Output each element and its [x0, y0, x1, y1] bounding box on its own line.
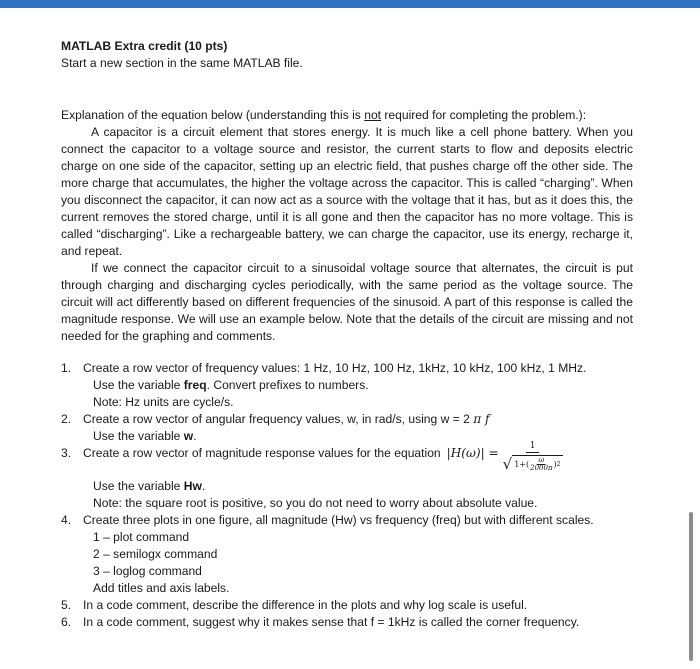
explanation-paragraph-2: If we connect the capacitor circuit to a sinusoidal voltage source that alternates, the circuit is put through charging and discharging cycles periodically, with the same period as the voltage source. The circuit will act differently based on different frequencies of the sinusoid. A part of this response is called the magnitude response. We will use an example below. Note that the details of the circuit are missing and not needed for the graphing and comments. [61, 261, 633, 343]
step-extra: Add titles and axis labels. [93, 581, 230, 595]
assignment-subtitle: Start a new section in the same MATLAB file. [61, 56, 303, 70]
explanation-paragraph-1: A capacitor is a circuit element that stores energy. It is much like a cell phone battery. When you connect the capacitor to a voltage source and resistor, the current starts to flow and deposits electric charge on one side of the capacitor, setting up an electric field, that pushes charge off the other side. The more charge that accumulates, the higher the voltage across the capacitor. This is called “charging”. When you disconnect the capacitor, it can now act as a source with the voltage that it has, but as it does this, the current removes the stored charge, until it is all gone and then the capacitor has no more voltage. This is called “discharging”. Like a rechargeable battery, we can charge the capacitor, use its energy, recharge it, and repeat. [61, 125, 633, 258]
underlined-word: not [364, 108, 382, 122]
step-3 [61, 441, 633, 512]
step-text: Create a row vector of magnitude response values for the equation |H(ω)| = 1 √ 1+( ω 2000π ) 2 [83, 441, 561, 473]
step-variable-line: Use the variable Hw. [93, 479, 206, 493]
step-number: 4. [61, 513, 72, 527]
assignment-title: MATLAB Extra credit (10 pts) [61, 39, 228, 53]
formula-2-pi-f: π f [473, 412, 490, 426]
step-4 [61, 512, 633, 597]
step-number: 5. [61, 598, 72, 612]
step-1 [61, 360, 633, 411]
step-5 [61, 597, 633, 614]
window-top-bar [0, 0, 700, 8]
step-2 [61, 411, 633, 445]
step-note: Note: the square root is positive, so you do not need to worry about absolute value. [93, 496, 538, 510]
step-list [61, 360, 633, 631]
variable-name: Hw [183, 479, 202, 493]
step-text: Create a row vector of angular frequency values, w, in rad/s, using w = 2 π f [83, 412, 490, 426]
step-variable-line: Use the variable w. [93, 429, 197, 443]
step-number: 6. [61, 615, 72, 629]
plot-item: 2 – semilogx command [93, 547, 218, 561]
step-text: Create a row vector of frequency values: 1 Hz, 10 Hz, 100 Hz, 1kHz, 10 kHz, 100 kHz, 1 MHz. [83, 361, 587, 375]
step-number: 1. [61, 361, 72, 375]
square-root-icon: √ [502, 454, 513, 473]
plot-item: 1 – plot command [93, 530, 190, 544]
explanation-intro: Explanation of the equation below (understanding this is not required for completing the problem.): [61, 108, 587, 122]
step-text: In a code comment, describe the difference in the plots and why log scale is useful. [83, 598, 528, 612]
variable-name: freq [183, 378, 207, 392]
step-text: In a code comment, suggest why it makes sense that f = 1kHz is called the corner frequency. [83, 615, 580, 629]
step-note: Note: Hz units are cycle/s. [93, 395, 234, 409]
step-number: 3. [61, 446, 72, 460]
step-number: 2. [61, 412, 72, 426]
magnitude-response-formula: |H(ω)| = 1 √ 1+( ω 2000π ) 2 [446, 441, 561, 473]
step-text: Create three plots in one figure, all magnitude (Hw) vs frequency (freq) but with different scales. [83, 513, 594, 527]
plot-item: 3 – loglog command [93, 564, 202, 578]
vertical-scrollbar[interactable] [689, 512, 693, 661]
step-6 [61, 614, 633, 631]
document-body [61, 38, 633, 631]
step-variable-line: Use the variable freq. Convert prefixes to numbers. [93, 378, 369, 392]
variable-name: w [183, 429, 194, 443]
